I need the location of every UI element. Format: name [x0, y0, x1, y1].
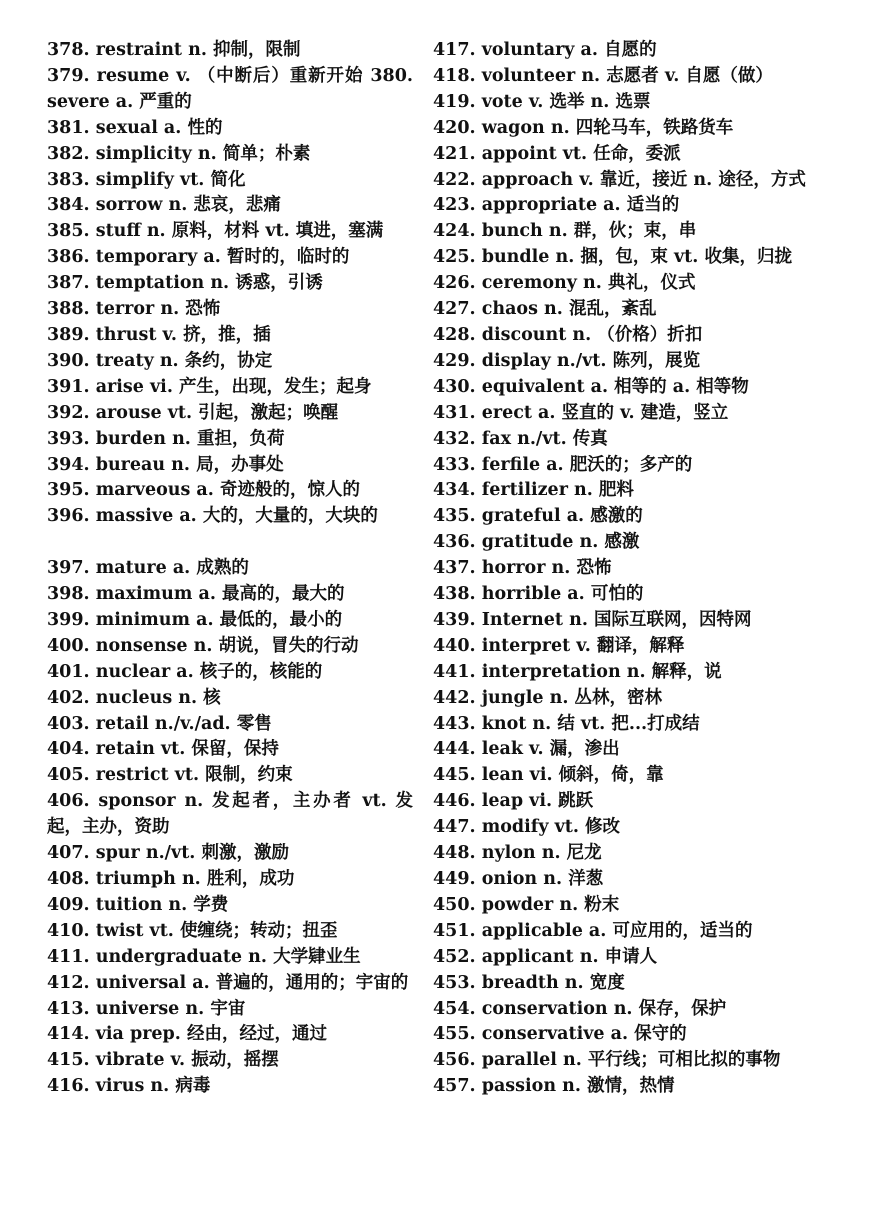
- vocab-entry: 424. bunch n. 群，伙；束，串: [433, 221, 697, 242]
- vocab-entry: 438. horrible a. 可怕的: [433, 584, 644, 605]
- vocab-entry: 384. sorrow n. 悲哀，悲痛: [47, 195, 281, 216]
- vocab-entry: 452. applicant n. 申请人: [433, 946, 658, 967]
- vocab-entry: 446. leap vi. 跳跃: [433, 791, 594, 812]
- left-column: [47, 38, 413, 1100]
- vocab-entry: 431. erect a. 竖直的 v. 建造，竖立: [433, 402, 729, 423]
- vocab-entry: 412. universal a. 普遍的，通用的；宇宙的: [47, 972, 409, 993]
- vocab-entry: 434. fertilizer n. 肥料: [433, 480, 634, 501]
- vocab-entry: 437. horror n. 恐怖: [433, 558, 612, 579]
- vocab-entry: 436. gratitude n. 感激: [433, 532, 640, 553]
- vocab-entry: 393. burden n. 重担，负荷: [47, 428, 285, 449]
- vocab-entry: 391. arise vi. 产生，出现，发生；起身: [47, 376, 372, 397]
- vocab-entry: 426. ceremony n. 典礼，仪式: [433, 273, 696, 294]
- vocab-entry: 432. fax n./vt. 传真: [433, 428, 608, 449]
- right-column: [433, 38, 808, 1100]
- vocab-entry: 453. breadth n. 宽度: [433, 972, 625, 993]
- vocab-entry: 410. twist vt. 使缠绕；转动；扭歪: [47, 920, 338, 941]
- vocab-entry: 386. temporary a. 暂时的，临时的: [47, 247, 350, 268]
- vocab-entry: 422. approach v. 靠近，接近 n. 途径，方式: [433, 169, 806, 190]
- blank-line: [47, 530, 413, 556]
- vocab-entry: 423. appropriate a. 适当的: [433, 195, 680, 216]
- vocab-entry: 400. nonsense n. 胡说，冒失的行动: [47, 635, 359, 656]
- vocab-entry: 455. conservative a. 保守的: [433, 1024, 687, 1045]
- vocab-entry: 421. appoint vt. 任命，委派: [433, 143, 681, 164]
- vocab-entry: 444. leak v. 漏，渗出: [433, 739, 620, 760]
- vocab-entry: 442. jungle n. 丛林，密林: [433, 687, 663, 708]
- vocab-entry: 417. voluntary a. 自愿的: [433, 40, 657, 60]
- vocab-entry: 405. restrict vt. 限制，约束: [47, 765, 293, 786]
- vocab-entry: 389. thrust v. 挤，推，插: [47, 324, 271, 345]
- vocab-entry: 440. interpret v. 翻译，解释: [433, 635, 685, 656]
- vocab-entry: 413. universe n. 宇宙: [47, 998, 246, 1019]
- vocab-entry: 449. onion n. 洋葱: [433, 869, 604, 889]
- vocab-entry: 406. sponsor n. 发起者，主办者 vt. 发起，主办，资助: [47, 791, 413, 838]
- vocab-entry: 397. mature a. 成熟的: [47, 558, 249, 579]
- vocab-entry: 407. spur n./vt. 刺激，激励: [47, 843, 289, 864]
- vocab-entry: 399. minimum a. 最低的，最小的: [47, 609, 343, 630]
- vocab-entry: 387. temptation n. 诱惑，引诱: [47, 273, 323, 294]
- vocab-entry: 454. conservation n. 保存，保护: [433, 998, 727, 1019]
- vocab-entry: 382. simplicity n. 简单；朴素: [47, 143, 311, 164]
- vocab-entry: 402. nucleus n. 核: [47, 687, 221, 708]
- vocab-entry: 450. powder n. 粉末: [433, 894, 620, 915]
- vocab-entry: 429. display n./vt. 陈列，展览: [433, 350, 701, 371]
- vocab-entry: 456. parallel n. 平行线；可相比拟的事物: [433, 1050, 781, 1071]
- vocab-entry: 379. resume v. （中断后）重新开始 380. severe a. 严重的: [47, 65, 413, 112]
- vocab-entry: 385. stuff n. 原料，材料 vt. 填进，塞满: [47, 221, 384, 242]
- vocab-entry: 381. sexual a. 性的: [47, 117, 223, 138]
- vocab-entry: 392. arouse vt. 引起，激起；唤醒: [47, 402, 339, 423]
- vocab-entry: 430. equivalent a. 相等的 a. 相等物: [433, 376, 749, 397]
- vocab-entry: 398. maximum a. 最高的，最大的: [47, 584, 345, 605]
- vocab-entry: 390. treaty n. 条约，协定: [47, 350, 273, 371]
- vocab-entry: 451. applicable a. 可应用的，适当的: [433, 920, 753, 941]
- vocab-entry: 428. discount n. （价格）折扣: [433, 324, 703, 345]
- vocab-entry: 419. vote v. 选举 n. 选票: [433, 91, 651, 112]
- vocab-entry: 427. chaos n. 混乱，紊乱: [433, 299, 657, 320]
- vocab-entry: 388. terror n. 恐怖: [47, 299, 221, 320]
- vocab-entry: 414. via prep. 经由，经过，通过: [47, 1024, 327, 1045]
- vocab-entry: 378. restraint n. 抑制，限制: [47, 40, 301, 60]
- vocab-entry: 411. undergraduate n. 大学肄业生: [47, 946, 361, 967]
- vocab-entry: 415. vibrate v. 振动，摇摆: [47, 1050, 279, 1071]
- vocab-entry: 403. retail n./v./ad. 零售: [47, 713, 272, 734]
- vocab-entry: 395. marveous a. 奇迹般的，惊人的: [47, 480, 360, 501]
- vocab-entry: 447. modify vt. 修改: [433, 817, 621, 838]
- vocab-entry: 408. triumph n. 胜利，成功: [47, 868, 295, 889]
- vocab-entry: 433. ferfile a. 肥沃的；多产的: [433, 454, 693, 475]
- vocab-entry: 425. bundle n. 捆，包，束 vt. 收集，归拢: [433, 247, 792, 268]
- vocab-entry: 448. nylon n. 尼龙: [433, 843, 602, 864]
- vocab-entry: 409. tuition n. 学费: [47, 894, 229, 915]
- vocab-entry: 396. massive a. 大的，大量的，大块的: [47, 506, 378, 527]
- vocab-entry: 435. grateful a. 感激的: [433, 506, 643, 527]
- vocab-entry: 416. virus n. 病毒: [47, 1076, 211, 1097]
- vocab-entry: 401. nuclear a. 核子的，核能的: [47, 661, 323, 682]
- vocab-entry: 457. passion n. 激情，热情: [433, 1076, 675, 1097]
- vocab-entry: 441. interpretation n. 解释，说: [433, 661, 722, 682]
- vocab-entry: 383. simplify vt. 简化: [47, 169, 246, 190]
- vocab-entry: 404. retain vt. 保留，保持: [47, 739, 279, 760]
- vocab-entry: 394. bureau n. 局，办事处: [47, 454, 284, 475]
- vocab-entry: 418. volunteer n. 志愿者 v. 自愿（做）: [433, 65, 773, 86]
- vocab-entry: 420. wagon n. 四轮马车，铁路货车: [433, 117, 734, 138]
- vocab-entry: 445. lean vi. 倾斜，倚，靠: [433, 765, 664, 786]
- vocab-entry: 443. knot n. 结 vt. 把...打成结: [433, 713, 700, 734]
- vocab-entry: 439. Internet n. 国际互联网，因特网: [433, 609, 752, 630]
